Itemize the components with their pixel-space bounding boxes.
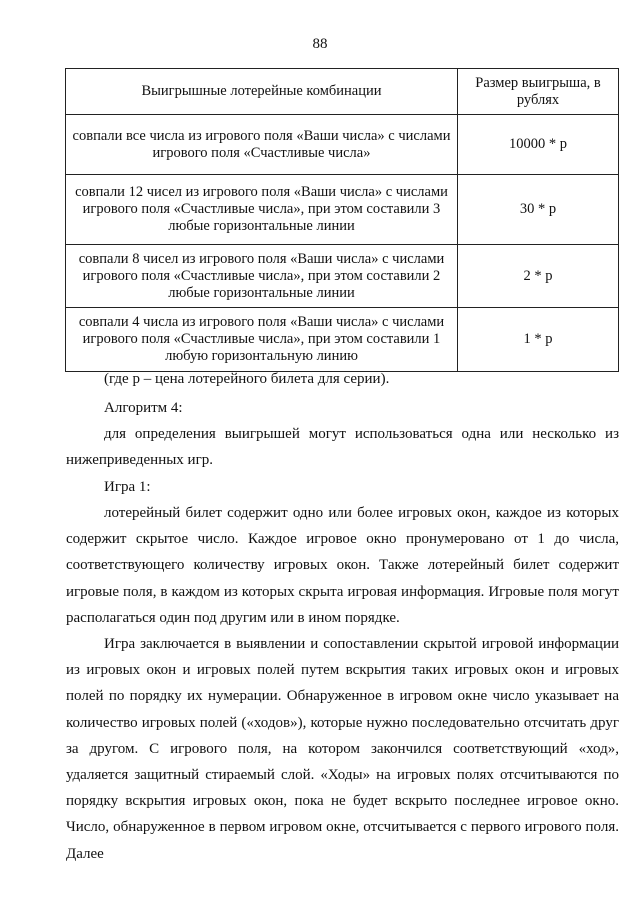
game-paragraph-2: Игра заключается в выявлении и сопоставлении скрытой игровой информации из игровых окон и игровых полей путем вскрытия таких игровых окон и игровых полей по порядку их нумерации. Обнаруженное в игровом окне число указывает на количество игровых полей («ходов»), которые нужно последовательно отсчитать друг за другом. С игрового поля, на котором закончился соответствующий «ход», удаляется защитный стираемый слой. «Ходы» на игровых полях отсчитываются по порядку вскрытия игровых окон, пока не будет вскрыто последнее игровое окно. Число, обнаруженное в первом игровом окне, отсчитывается с первого игрового поля. Далее [66, 636, 619, 862]
price-note: (где р – цена лотерейного билета для серии). [104, 371, 390, 387]
header-prize-size: Размер выигрыша, в рублях [458, 69, 619, 115]
game-heading: Игра 1: [104, 479, 151, 495]
table-row [66, 175, 619, 245]
prize-cell: 1 * р [458, 308, 619, 372]
table-row [66, 115, 619, 175]
combination-cell: совпали 8 чисел из игрового поля «Ваши числа» с числами игрового поля «Счастливые числа», при этом составили 2 любые горизонтальные линии [66, 245, 458, 308]
table-row [66, 245, 619, 308]
combination-cell: совпали 4 числа из игрового поля «Ваши числа» с числами игрового поля «Счастливые числа», при этом составили 1 любую горизонтальную линию [66, 308, 458, 372]
table-row [66, 308, 619, 372]
combination-cell: совпали все числа из игрового поля «Ваши числа» с числами игрового поля «Счастливые числа» [66, 115, 458, 175]
table-header-row [66, 69, 619, 115]
prize-cell: 2 * р [458, 245, 619, 308]
page-number: 88 [312, 36, 328, 52]
prize-cell: 10000 * р [458, 115, 619, 175]
combination-cell: совпали 12 чисел из игрового поля «Ваши числа» с числами игрового поля «Счастливые числа», при этом составили 3 любые горизонтальные линии [66, 175, 458, 245]
prize-table [65, 68, 619, 372]
prize-cell: 30 * р [458, 175, 619, 245]
header-combinations: Выигрышные лотерейные комбинации [66, 69, 458, 115]
game-paragraph-1: лотерейный билет содержит одно или более игровых окон, каждое из которых содержит скрытое число. Каждое игровое окно пронумеровано от 1 до числа, соответствующего количеству игровых окон. Также лотерейный билет содержит игровые поля, в каждом из которых скрыта игровая информация. Игровые поля могут располагаться один под другим или в ином порядке. [66, 505, 619, 626]
algorithm-text: для определения выигрышей могут использоваться одна или несколько из нижеприведенных игр. [66, 426, 619, 469]
algorithm-heading: Алгоритм 4: [104, 400, 183, 416]
